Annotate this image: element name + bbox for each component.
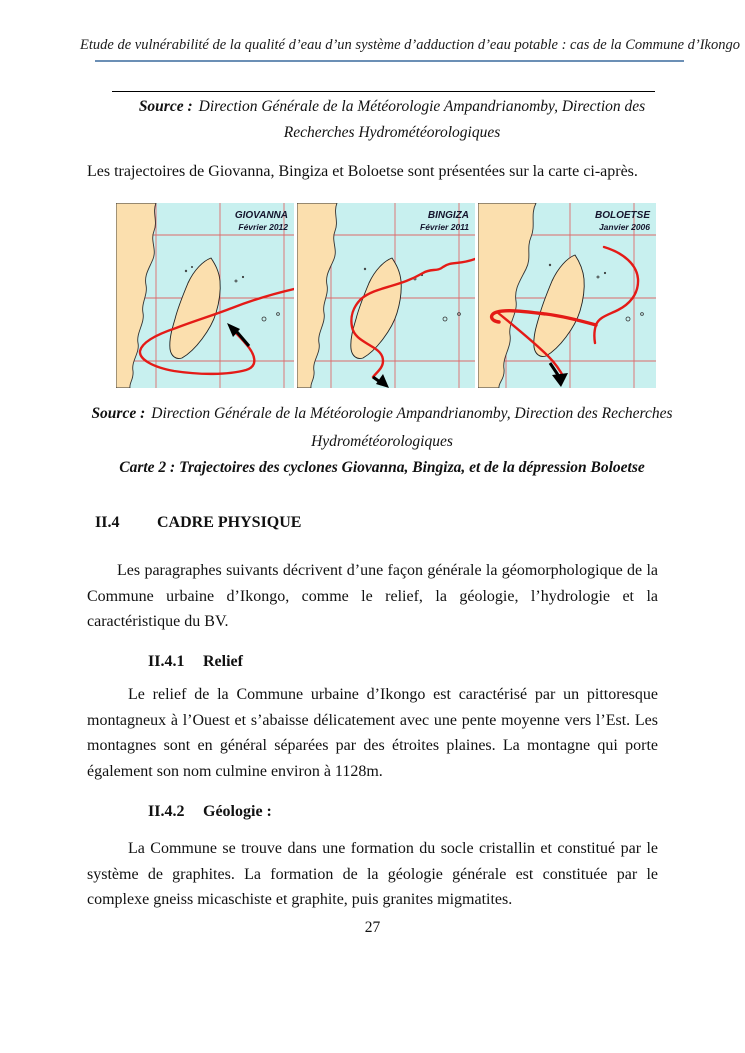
map-panel-giovanna (116, 203, 294, 388)
section-title: Relief (203, 653, 243, 670)
paragraph-relief: Le relief de la Commune urbaine d’Ikongo est caractérisé par un pittoresque montagneux à l’Ouest et s’abaisse délicatement avec une pente moyenne vers l’Est. Les montagnes sont en général séparées par des étroites plaines. La montagne qui porte également son nom culmine environ à 1128m. (87, 686, 658, 780)
section-number: II.4.2 (148, 803, 185, 820)
source-text-line1: Direction Générale de la Météorologie Ampandrianomby, Direction des Recherches (151, 405, 673, 422)
header-rule (95, 60, 684, 62)
source-citation-maps (87, 400, 677, 455)
map-date: Février 2011 (420, 222, 469, 232)
cyclone-maps-figure (116, 203, 658, 388)
section-number: II.4 (95, 514, 120, 531)
page-header-title: Etude de vulnérabilité de la qualité d’eau d’un système d’adduction d’eau potable : cas de la Commune d’Ikongo (80, 37, 740, 53)
map-caption: Carte 2 : Trajectoires des cyclones Giovanna, Bingiza, et de la dépression Boloetse (119, 459, 645, 476)
section-number: II.4.1 (148, 653, 185, 670)
source-label: Source : (91, 405, 146, 422)
map-title: GIOVANNA (234, 210, 288, 221)
map-date: Février 2012 (238, 222, 288, 232)
page-number: 27 (364, 919, 381, 936)
map-title: BINGIZA (427, 210, 469, 221)
source-text-line2: Hydrométéorologiques (311, 432, 453, 450)
paragraph-geologie: La Commune se trouve dans une formation du socle cristallin et constitué par le système de graphites. La formation de la géologie générale est constituée par le complexe gneiss micaschiste et graphite, puis granites migmatites. (87, 840, 658, 908)
section-title: Géologie : (203, 803, 272, 820)
map-date: Janvier 2006 (598, 222, 650, 232)
section-heading-relief (148, 653, 243, 671)
source-text-line2: Recherches Hydrométéorologiques (283, 124, 501, 141)
table-bottom-rule (112, 91, 655, 92)
paragraph-cadre-physique: Les paragraphes suivants décrivent d’une façon générale la géomorphologique de la Commune urbaine d’Ikongo, comme le relief, la géologie, l’hydrologie et la caractéristique du BV. (87, 562, 658, 630)
source-label: Source : (138, 98, 193, 115)
source-citation-top (127, 94, 657, 146)
map-panel-bingiza (297, 203, 475, 388)
source-text-line1: Direction Générale de la Météorologie Ampandrianomby, Direction des (198, 98, 646, 115)
map-title: BOLOETSE (594, 210, 650, 221)
section-heading-cadre-physique (95, 514, 301, 532)
map-panel-boloetse (478, 203, 656, 388)
intro-sentence: Les trajectoires de Giovanna, Bingiza et Boloetse sont présentées sur la carte ci-après. (87, 163, 638, 180)
section-heading-geologie (148, 803, 272, 821)
section-title: CADRE PHYSIQUE (157, 514, 302, 531)
